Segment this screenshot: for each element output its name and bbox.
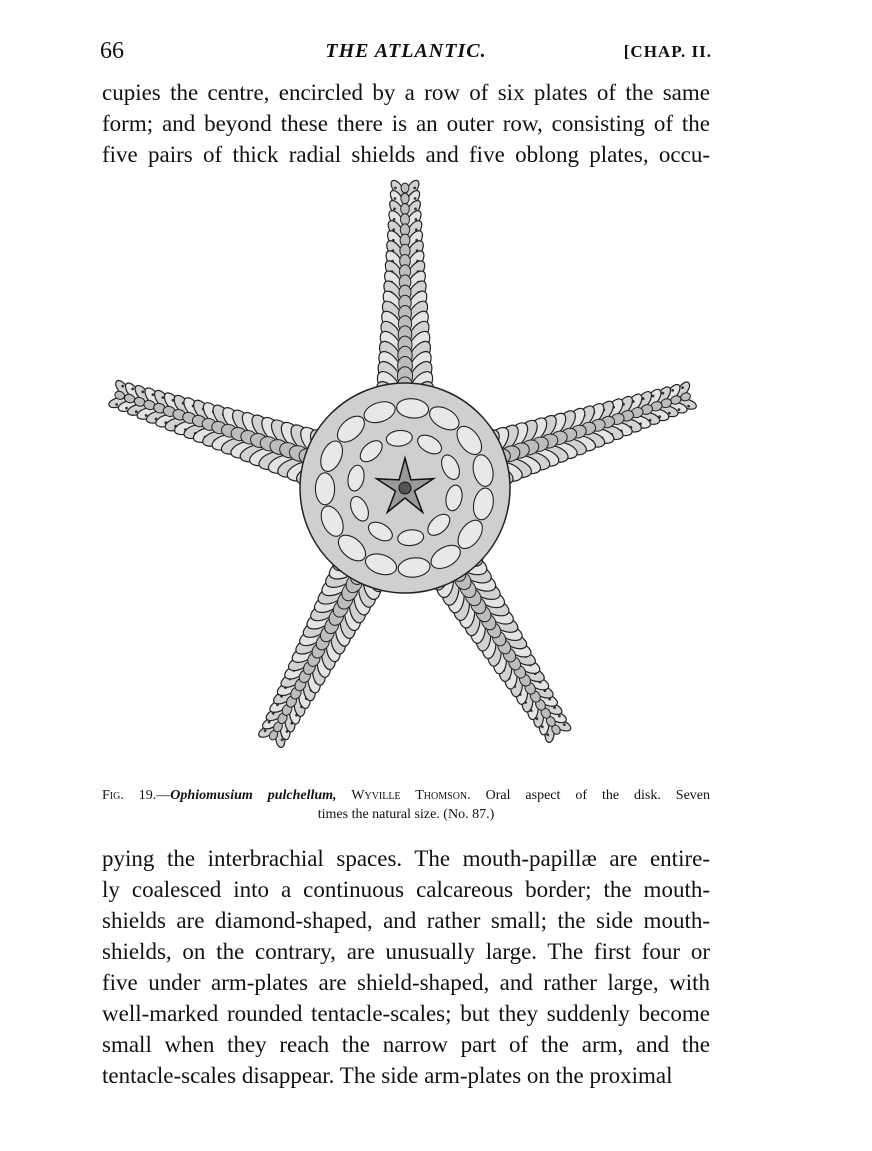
text-line: cupies the centre, encircled by a row of six plates of the same [102,80,710,105]
stipple-dot [121,385,124,388]
stipple-dot [413,187,416,190]
stipple-dot [563,723,566,726]
text-line: shields, on the contrary, are unusually large. The first four or [102,939,710,964]
mouth-center [399,482,411,494]
caption-line-2: times the natural size. (No. 87.) [317,807,495,822]
stipple-dot [141,390,144,393]
top-paragraph [102,77,710,170]
figure-label: Fig. 19.— [102,788,171,803]
starfish-illustration-icon [100,178,700,768]
arm-center-plate [401,193,409,203]
text-line: form; and beyond these there is an outer row, consisting of the [102,111,710,136]
stipple-dot [125,407,128,410]
bottom-paragraph [102,843,710,1091]
disk-plate [315,473,334,505]
text-line: small when they reach the narrow part of the arm, and the [102,1032,710,1057]
stipple-dot [687,405,690,408]
species-name: Ophiomusium pulchellum, [170,788,337,803]
running-title: THE ATLANTIC. [325,40,487,62]
text-line: pying the interbrachial spaces. The mouth-papillæ are entire- [102,846,710,871]
running-header [100,38,712,68]
stipple-dot [131,388,134,391]
starfish-figure [100,178,700,768]
arm-center-plate [401,183,409,193]
caption-description: Oral aspect of the disk. Seven [470,788,710,803]
stipple-dot [414,208,417,211]
text-line: shields are diamond-shaped, and rather small; the side mouth- [102,908,710,933]
figure-caption [102,786,710,824]
stipple-dot [668,412,671,415]
arm-center-plate [401,204,410,215]
stipple-dot [393,208,396,211]
page-number: 66 [100,38,124,64]
stipple-dot [662,392,665,395]
stipple-dot [678,408,681,411]
text-line: five under arm-plates are shield-shaped, and rather large, with [102,970,710,995]
stipple-dot [152,393,155,396]
text-line: ly coalesced into a continuous calcareous border; the mouth- [102,877,710,902]
text-line: tentacle-scales disappear. The side arm-plates on the proximal [102,1063,673,1088]
stipple-dot [546,733,549,736]
stipple-dot [135,410,138,413]
chapter-label: [CHAP. II. [623,42,712,61]
stipple-dot [115,403,118,406]
arm-center-plate [401,214,410,225]
stipple-dot [264,729,267,732]
stipple-dot [671,389,674,392]
author-name: Wyville Thomson. [336,788,471,803]
caption-line-1 [102,786,710,805]
text-line: well-marked rounded tentacle-scales; but they suddenly become [102,1001,710,1026]
stipple-dot [414,197,417,200]
text-line: five pairs of thick radial shields and five oblong plates, occu- [102,142,710,167]
stipple-dot [394,187,397,190]
stipple-dot [681,386,684,389]
stipple-dot [558,715,561,718]
stipple-dot [394,197,397,200]
